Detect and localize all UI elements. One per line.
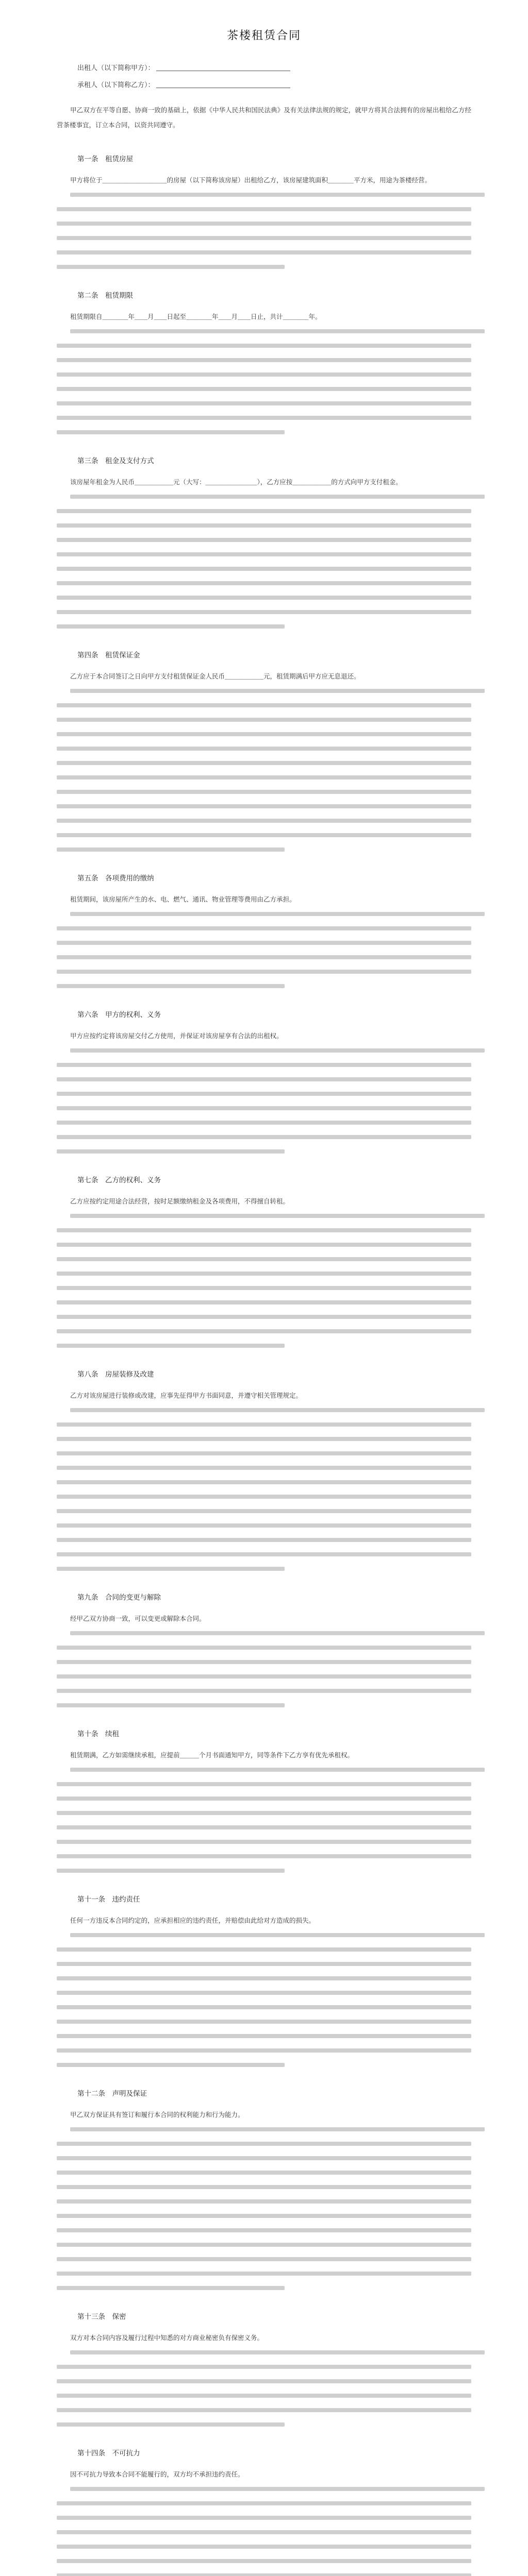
paragraph-text-line	[57, 1466, 471, 1470]
paragraph-text-line	[57, 509, 471, 513]
paragraph-text-line	[57, 1243, 471, 1247]
paragraph-text-line	[57, 222, 471, 226]
paragraph-text-line	[57, 1646, 471, 1650]
paragraph-text-line	[57, 718, 471, 722]
section-heading: 第七条 乙方的权利、义务	[77, 1176, 161, 1184]
paragraph-text-line	[57, 358, 471, 362]
paragraph-text-line	[57, 1976, 471, 1980]
paragraph-text-line	[57, 2501, 471, 2505]
document-title: 茶楼租赁合同	[226, 29, 301, 42]
paragraph-text-line	[57, 2365, 471, 2369]
paragraph-text-line	[57, 1422, 471, 1427]
paragraph-text-line	[57, 581, 471, 585]
paragraph-text-line	[57, 552, 471, 556]
section-heading: 第十条 续租	[77, 1730, 119, 1738]
section-body: 租赁期间，该房屋所产生的水、电、燃气、通讯、物业管理等费用由乙方承担。	[70, 895, 296, 903]
party-a-label: 出租人（以下简称甲方）：	[77, 64, 155, 72]
paragraph-text-line	[57, 819, 471, 823]
paragraph-text-line	[57, 790, 471, 794]
section-heading: 第十一条 违约责任	[77, 1895, 140, 1904]
section-heading: 第十三条 保密	[77, 2313, 126, 2321]
paragraph-text-line	[57, 250, 471, 255]
paragraph-text-line	[57, 1437, 471, 1441]
paragraph-text-line	[57, 2286, 285, 2290]
paragraph-text-line	[57, 2516, 471, 2520]
paragraph-text-line	[57, 2243, 471, 2247]
paragraph-text-line	[57, 1782, 471, 1786]
section-body: 甲乙双方保证具有签订和履行本合同的权利能力和行为能力。	[70, 2111, 244, 2119]
paragraph-text-line	[57, 2156, 471, 2160]
party-a-line	[77, 62, 471, 72]
paragraph-text-line	[57, 2272, 471, 2276]
paragraph-text-line	[57, 1840, 471, 1844]
section-body: 该房屋年租金为人民币＿＿＿＿＿＿元（大写：＿＿＿＿＿＿＿＿），乙方应按＿＿＿＿＿＿的方式向甲方支付租金。	[70, 478, 402, 486]
section-body: 租赁期满，乙方如需继续承租，应提前＿＿＿个月书面通知甲方，同等条件下乙方享有优先承租权。	[70, 1751, 354, 1759]
section-heading: 第十二条 声明及保证	[77, 2090, 147, 2098]
section-body: 甲方将位于＿＿＿＿＿＿＿＿＿＿的房屋（以下简称该房屋）出租给乙方，该房屋建筑面积＿＿＿＿平方米，用途为茶楼经营。	[70, 176, 432, 184]
section-body: 经甲乙双方协商一致，可以变更或解除本合同。	[70, 1615, 206, 1622]
paragraph-text-line	[57, 1854, 471, 1858]
paragraph-text-line	[57, 848, 285, 852]
paragraph-text-line	[57, 1344, 285, 1348]
paragraph-text-line	[57, 1523, 471, 1528]
section-heading: 第八条 房屋装修及改建	[77, 1370, 154, 1379]
paragraph-text-line	[57, 265, 285, 269]
paragraph-text-line	[57, 596, 471, 600]
paragraph-text-line	[57, 1480, 471, 1484]
paragraph-text-line	[57, 984, 285, 988]
paragraph-text-line	[57, 567, 471, 571]
paragraph-text-line	[70, 912, 485, 916]
paragraph-text-line	[57, 2408, 471, 2412]
section-body: 因不可抗力导致本合同不能履行的，双方均不承担违约责任。	[70, 2470, 244, 2478]
paragraph-text-line	[57, 2559, 471, 2563]
paragraph-text-line	[57, 1567, 285, 1571]
paragraph-text-line	[70, 1048, 485, 1053]
paragraph-text-line	[70, 1933, 485, 1937]
paragraph-text-line	[70, 1408, 485, 1412]
paragraph-text-line	[57, 1315, 471, 1319]
paragraph-text-line	[70, 2487, 485, 2491]
paragraph-text-line	[57, 430, 285, 434]
paragraph-text-line	[57, 523, 471, 528]
paragraph-text-line	[57, 1689, 471, 1693]
paragraph-text-line	[57, 1286, 471, 1290]
paragraph-text-line	[57, 2422, 285, 2427]
paragraph-text-line	[57, 1272, 471, 1276]
section-heading: 第四条 租赁保证金	[77, 651, 140, 659]
paragraph-text-line	[57, 804, 471, 808]
paragraph-text-line	[57, 1451, 471, 1455]
paragraph-text-line	[57, 2063, 285, 2067]
paragraph-text-line	[57, 2545, 471, 2549]
party-b-blank	[156, 81, 290, 88]
paragraph-text-line	[57, 2257, 471, 2261]
paragraph-text-line	[57, 1063, 471, 1067]
party-b-label: 承租人（以下简称乙方）：	[77, 81, 155, 89]
paragraph-text-line	[70, 1214, 485, 1218]
paragraph-text-line	[57, 1257, 471, 1261]
paragraph-text-line	[57, 624, 285, 629]
paragraph-text-line	[57, 1674, 471, 1679]
paragraph-text-line	[57, 2020, 471, 2024]
paragraph-text-line	[57, 747, 471, 751]
paragraph-text-line	[57, 1106, 471, 1110]
paragraph-text-line	[57, 1149, 285, 1154]
paragraph-text-line	[57, 2185, 471, 2189]
paragraph-text-line	[70, 1631, 485, 1635]
paragraph-text-line	[57, 941, 471, 945]
section-body: 乙方对该房屋进行装修或改建，应事先征得甲方书面同意，并遵守相关管理规定。	[70, 1392, 303, 1399]
paragraph-text-line	[57, 1077, 471, 1081]
paragraph-text-line	[57, 1228, 471, 1232]
paragraph-text-line	[57, 2142, 471, 2146]
preamble: 甲乙双方在平等自愿、协商一致的基础上，依据《中华人民共和国民法典》及有关法律法规的规定，就甲方将其合法拥有的房屋出租给乙方经营茶楼事宜，订立本合同，以资共同遵守。	[57, 106, 471, 129]
paragraph-text-line	[70, 2350, 485, 2354]
paragraph-text-line	[57, 2228, 471, 2232]
paragraph-text-line	[70, 193, 485, 197]
section-heading: 第十四条 不可抗力	[77, 2449, 140, 2458]
paragraph-text-line	[70, 2127, 485, 2131]
paragraph-text-line	[57, 703, 471, 707]
paragraph-text-line	[57, 1135, 471, 1139]
paragraph-text-line	[57, 732, 471, 736]
paragraph-text-line	[57, 2048, 471, 2053]
section-heading: 第五条 各项费用的缴纳	[77, 874, 154, 883]
paragraph-text-line	[57, 1509, 471, 1513]
section-body: 双方对本合同内容及履行过程中知悉的对方商业秘密负有保密义务。	[70, 2334, 264, 2342]
paragraph-text-line	[57, 610, 471, 614]
paragraph-text-line	[57, 1495, 471, 1499]
paragraph-text-line	[57, 2530, 471, 2534]
paragraph-text-line	[57, 1092, 471, 1096]
paragraph-text-line	[57, 2379, 471, 2383]
paragraph-text-line	[57, 1797, 471, 1801]
paragraph-text-line	[57, 1703, 285, 1707]
paragraph-text-line	[57, 1552, 471, 1556]
paragraph-text-line	[57, 1869, 285, 1873]
paragraph-text-line	[57, 761, 471, 765]
party-b-line	[77, 79, 471, 89]
paragraph-text-line	[57, 775, 471, 779]
paragraph-text-line	[57, 2214, 471, 2218]
contract-sections	[57, 153, 471, 2576]
section-body: 乙方应于本合同签订之日向甲方支付租赁保证金人民币＿＿＿＿＿＿元，租赁期满后甲方应无息退还。	[70, 672, 360, 680]
paragraph-text-line	[57, 1121, 471, 1125]
paragraph-text-line	[57, 207, 471, 211]
paragraph-text-line	[57, 2573, 471, 2576]
section-heading: 第九条 合同的变更与解除	[77, 1594, 161, 1602]
section-body: 任何一方违反本合同约定的，应承担相应的违约责任，并赔偿由此给对方造成的损失。	[70, 1917, 316, 1924]
section-body: 乙方应按约定用途合法经营，按时足额缴纳租金及各项费用，不得擅自转租。	[70, 1197, 290, 1205]
paragraph-text-line	[57, 372, 471, 377]
section-heading: 第三条 租金及支付方式	[77, 457, 154, 465]
paragraph-text-line	[70, 1768, 485, 1772]
paragraph-text-line	[57, 538, 471, 542]
paragraph-text-line	[57, 2199, 471, 2204]
paragraph-text-line	[57, 2005, 471, 2009]
paragraph-text-line	[57, 1538, 471, 1542]
section-heading: 第六条 甲方的权利、义务	[77, 1011, 161, 1019]
paragraph-text-line	[57, 1962, 471, 1966]
paragraph-text-line	[57, 387, 471, 391]
paragraph-text-line	[57, 2034, 471, 2038]
paragraph-text-line	[70, 495, 485, 499]
paragraph-text-line	[57, 1329, 471, 1333]
paragraph-text-line	[57, 1660, 471, 1664]
paragraph-text-line	[57, 970, 471, 974]
paragraph-text-line	[70, 689, 485, 693]
paragraph-text-line	[57, 926, 471, 930]
paragraph-text-line	[57, 344, 471, 348]
section-body: 租赁期限自＿＿＿＿年＿＿月＿＿日起至＿＿＿＿年＿＿月＿＿日止，共计＿＿＿＿年。	[70, 313, 322, 320]
section-heading: 第二条 租赁期限	[77, 292, 133, 300]
paragraph-text-line	[57, 236, 471, 240]
party-a-blank	[156, 64, 290, 71]
paragraph-text-line	[57, 1825, 471, 1829]
section-body: 甲方应按约定将该房屋交付乙方使用，并保证对该房屋享有合法的出租权。	[70, 1032, 283, 1040]
paragraph-text-line	[57, 2171, 471, 2175]
paragraph-text-line	[57, 1991, 471, 1995]
paragraph-text-line	[57, 2394, 471, 2398]
paragraph-text-line	[70, 329, 485, 333]
paragraph-text-line	[57, 1947, 471, 1952]
paragraph-text-line	[57, 1811, 471, 1815]
paragraph-text-line	[57, 1300, 471, 1304]
section-heading: 第一条 租赁房屋	[77, 155, 133, 163]
paragraph-text-line	[57, 401, 471, 405]
paragraph-text-line	[57, 833, 471, 837]
paragraph-text-line	[57, 416, 471, 420]
paragraph-text-line	[57, 955, 471, 959]
